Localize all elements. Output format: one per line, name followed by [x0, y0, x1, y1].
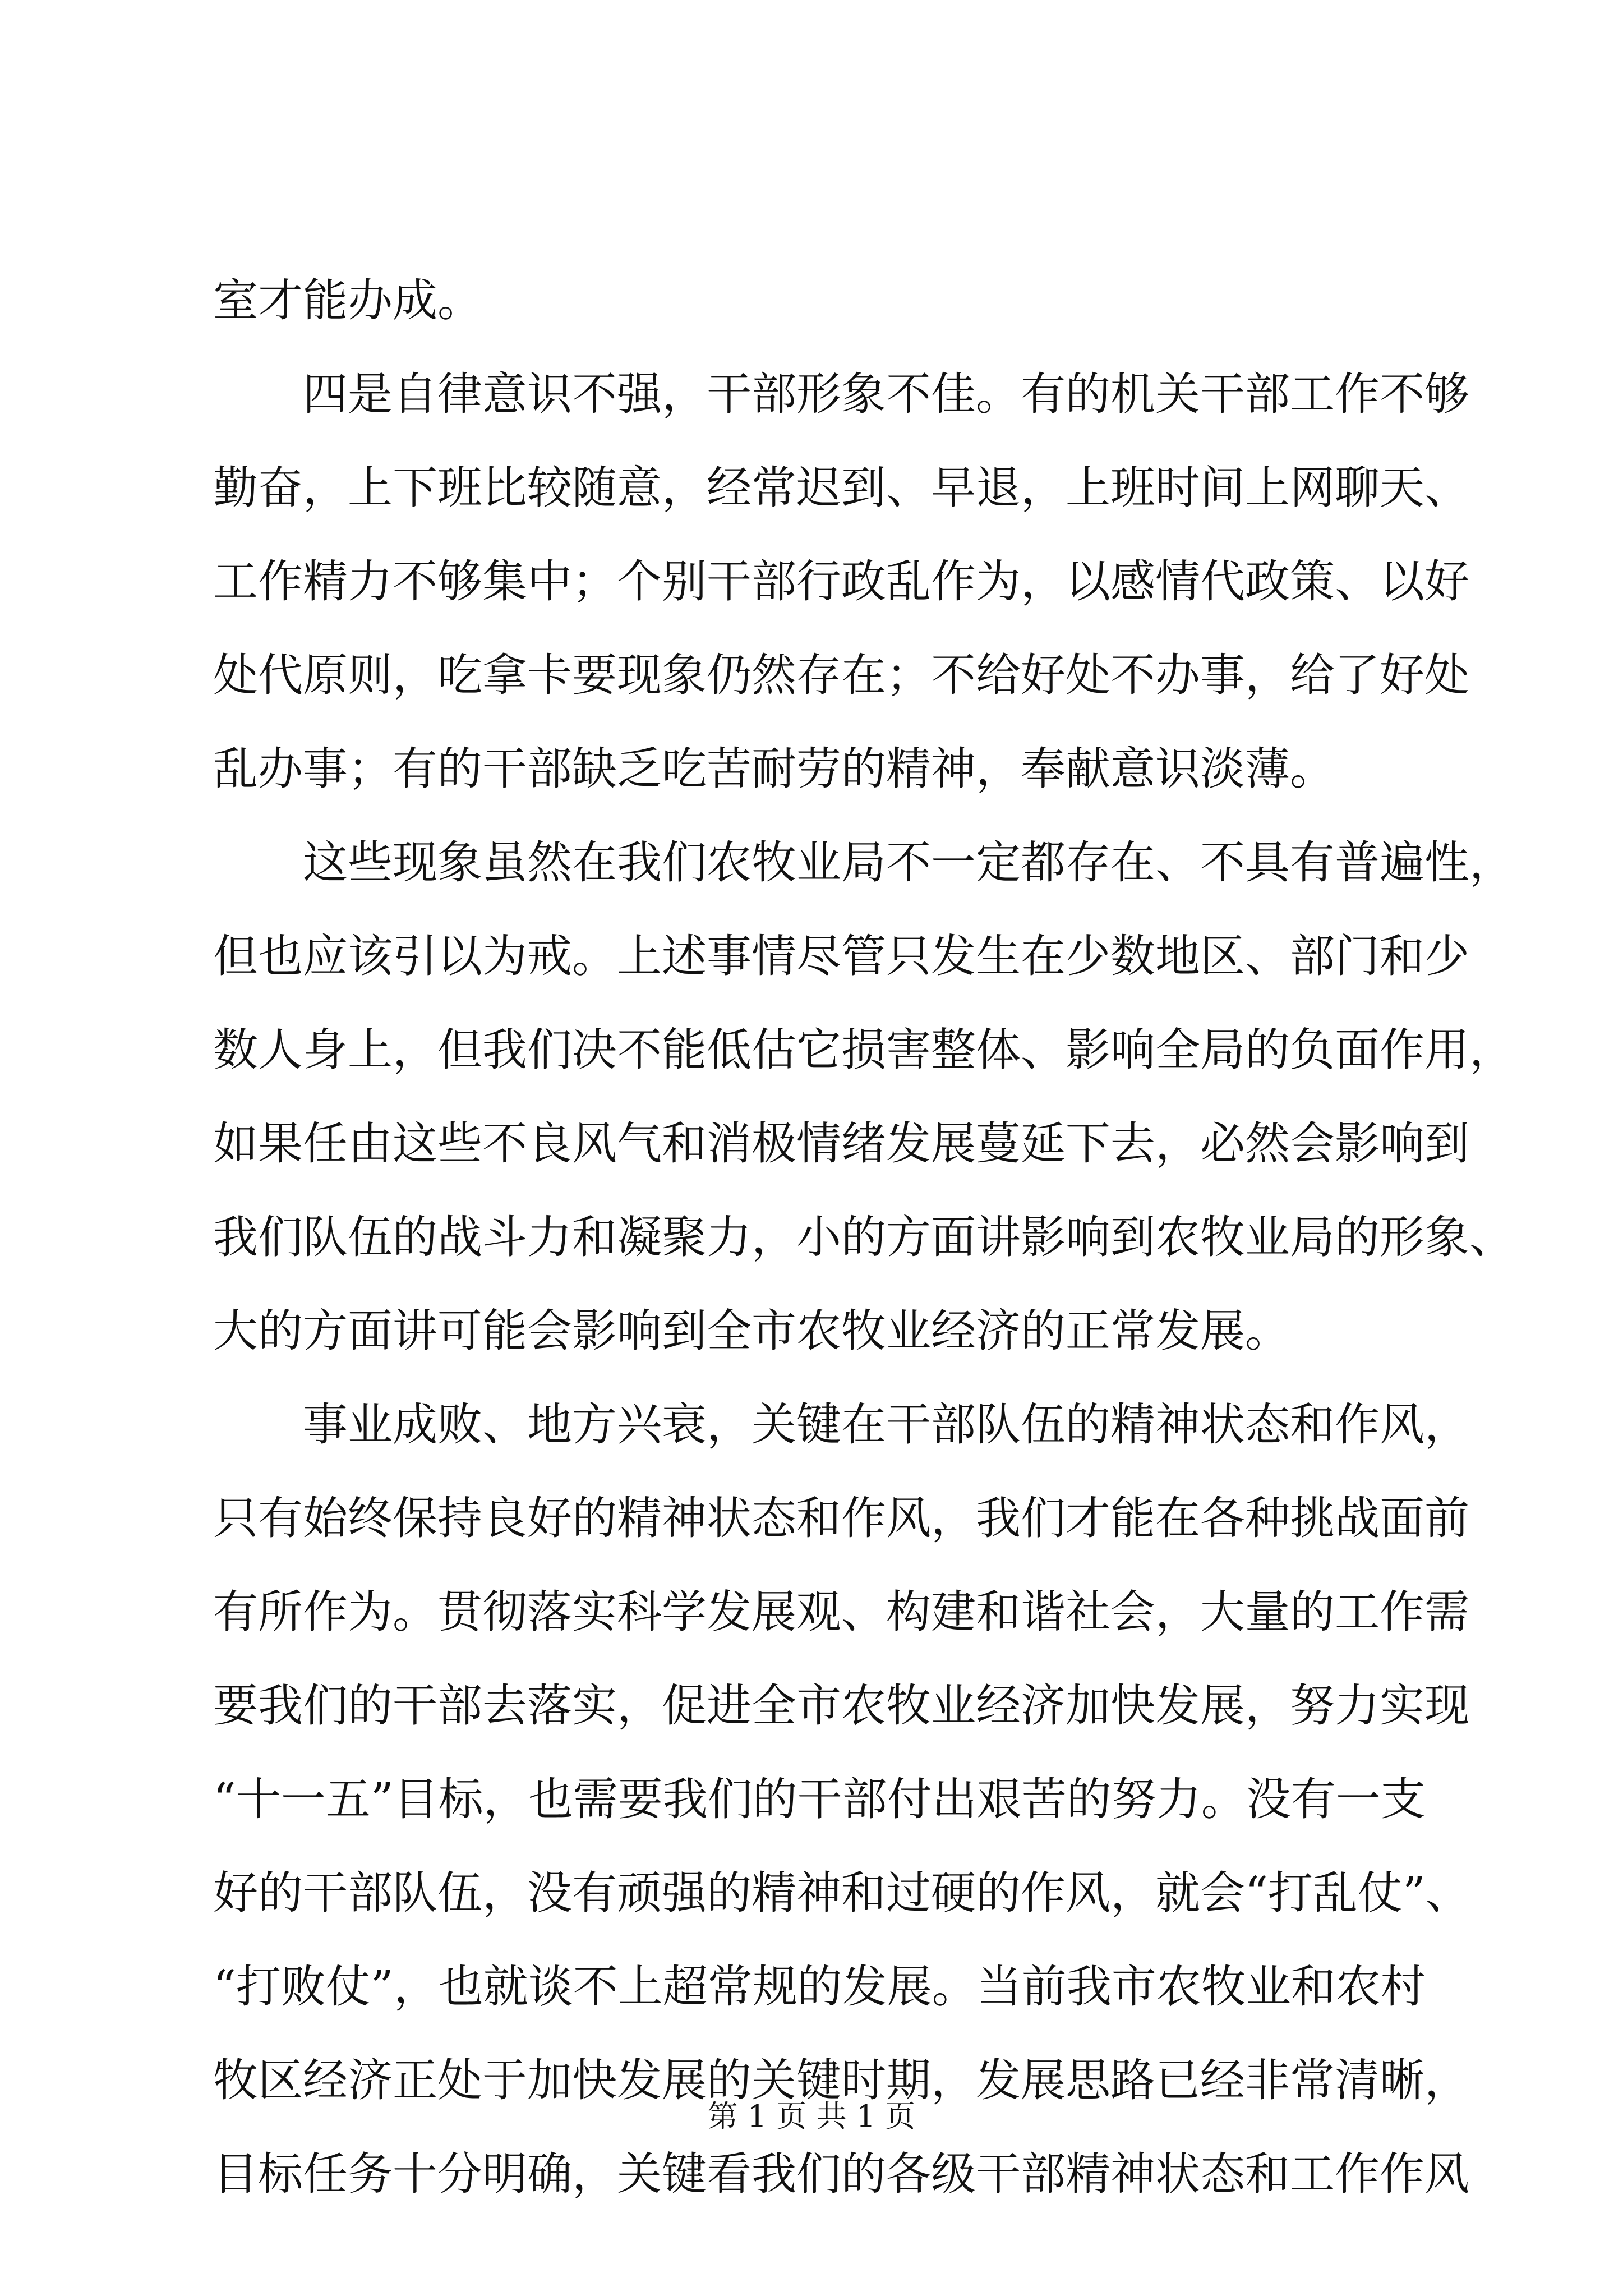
- text-line: 目标任务十分明确，关键看我们的各级干部精神状态和工作作风: [213, 2148, 1469, 2200]
- text-line: “打败仗”，也就谈不上超常规的发展。当前我市农牧业和农村: [213, 1961, 1426, 2013]
- text-line: 这些现象虽然在我们农牧业局不一定都存在、不具有普遍性，: [303, 836, 1514, 889]
- text-line: 乱办事；有的干部缺乏吃苦耐劳的精神，奉献意识淡薄。: [213, 743, 1335, 795]
- text-line: 有所作为。贯彻落实科学发展观、构建和谐社会，大量的工作需: [213, 1586, 1469, 1638]
- text-line: 但也应该引以为戒。上述事情尽管只发生在少数地区、部门和少: [213, 930, 1469, 982]
- text-line: 室才能办成。: [213, 274, 482, 326]
- text-line: 数人身上，但我们决不能低估它损害整体、影响全局的负面作用，: [213, 1024, 1514, 1076]
- text-line: 好的干部队伍，没有顽强的精神和过硬的作风，就会“打乱仗”、: [213, 1867, 1470, 1919]
- text-line: 如果任由这些不良风气和消极情绪发展蔓延下去，必然会影响到: [213, 1117, 1469, 1170]
- text-line: 大的方面讲可能会影响到全市农牧业经济的正常发展。: [213, 1305, 1290, 1357]
- text-line: 我们队伍的战斗力和凝聚力，小的方面讲影响到农牧业局的形象、: [213, 1211, 1514, 1263]
- page-footer: 第 1 页 共 1 页: [707, 2099, 916, 2134]
- body-text: [213, 254, 1514, 2221]
- text-line: 只有始终保持良好的精神状态和作风，我们才能在各种挑战面前: [213, 1492, 1469, 1544]
- text-line: 勤奋，上下班比较随意，经常迟到、早退，上班时间上网聊天、: [213, 462, 1469, 514]
- text-line: 牧区经济正处于加快发展的关键时期，发展思路已经非常清晰，: [213, 2054, 1469, 2106]
- text-line: “十一五”目标，也需要我们的干部付出艰苦的努力。没有一支: [213, 1773, 1426, 1825]
- text-line: 要我们的干部去落实，促进全市农牧业经济加快发展，努力实现: [213, 1680, 1469, 1732]
- text-line: 事业成败、地方兴衰，关键在干部队伍的精神状态和作风，: [303, 1398, 1469, 1451]
- text-line: 四是自律意识不强，干部形象不佳。有的机关干部工作不够: [303, 368, 1469, 420]
- text-line: 工作精力不够集中；个别干部行政乱作为，以感情代政策、以好: [213, 555, 1469, 608]
- text-line: 处代原则，吃拿卡要现象仍然存在；不给好处不办事，给了好处: [213, 649, 1469, 701]
